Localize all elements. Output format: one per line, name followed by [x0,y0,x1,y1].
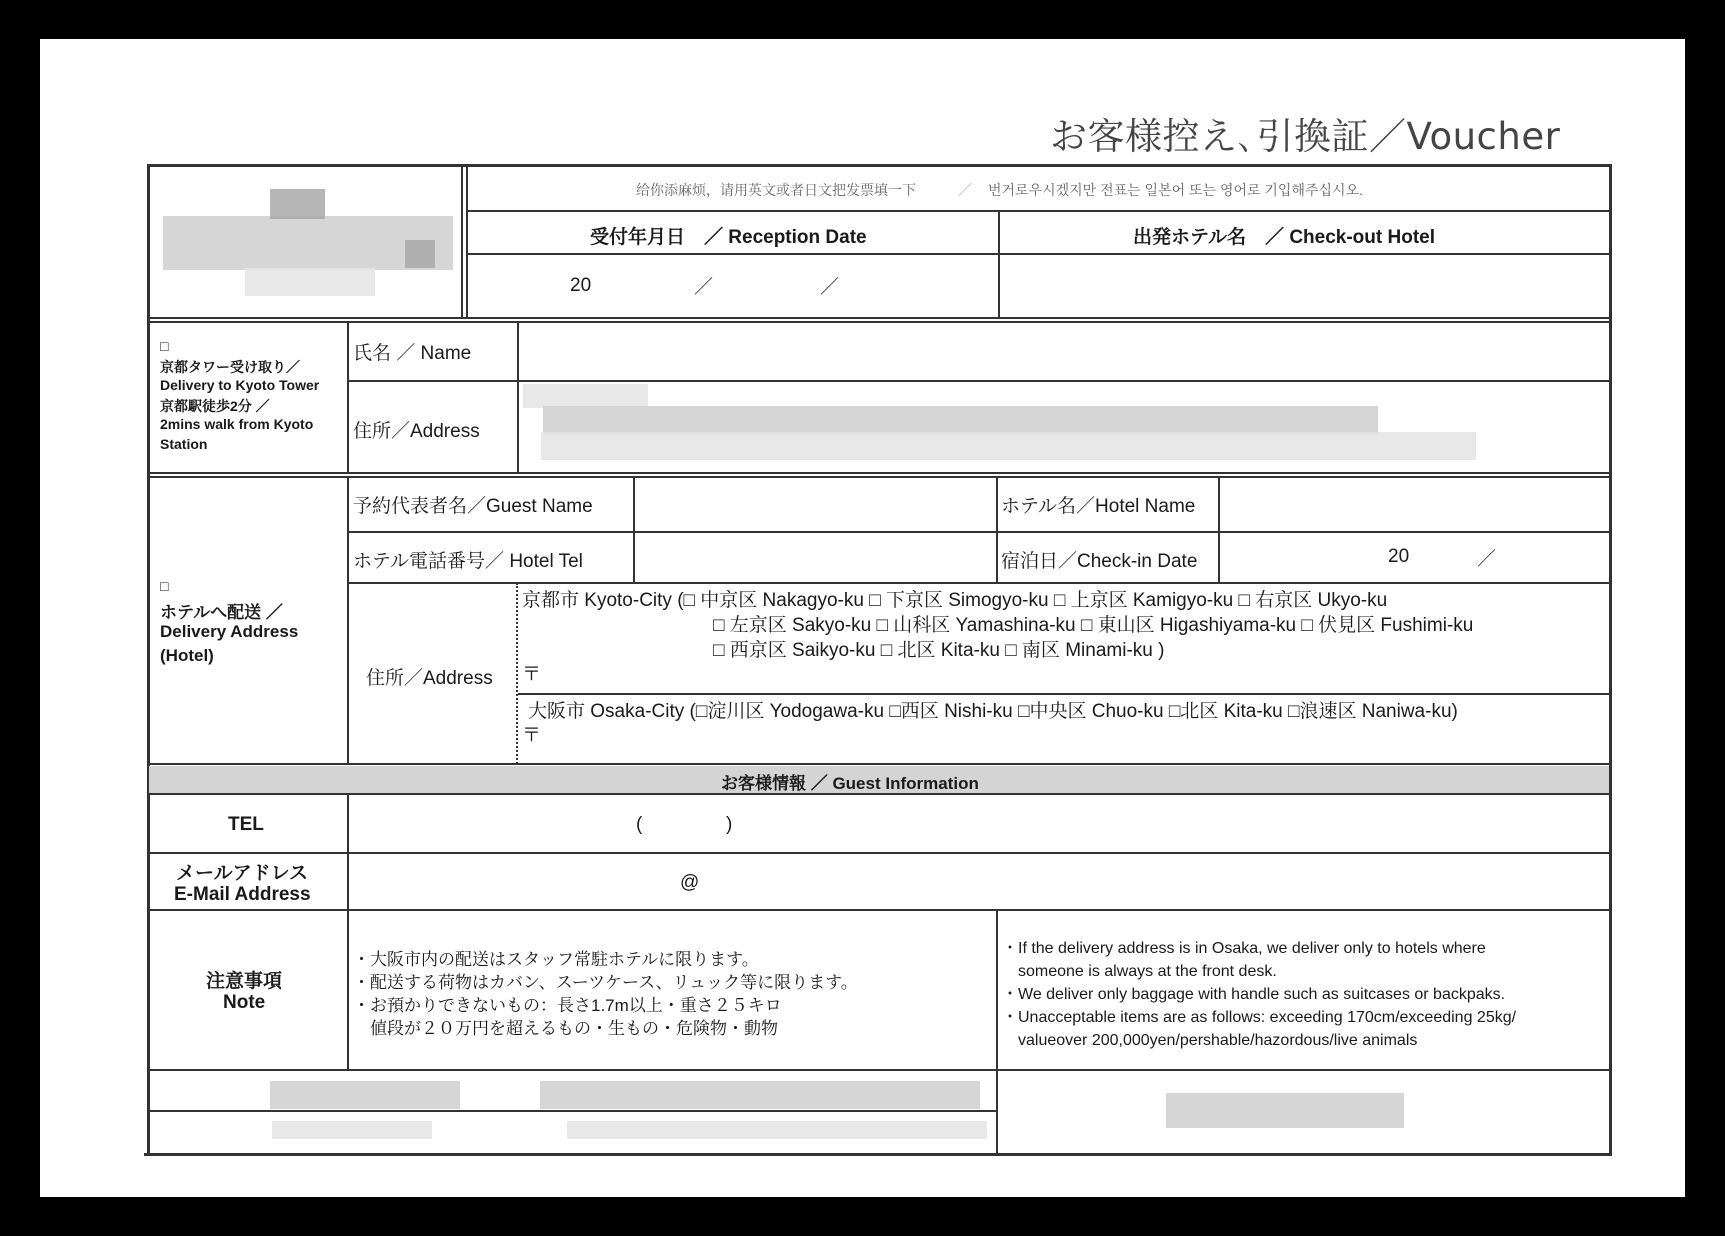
email-field[interactable] [351,855,1605,907]
email-at-sign: @ [680,872,700,893]
kyoto-tower-line1: 京都タワー受け取り／ [160,359,300,375]
note-jp-2: ・配送する荷物はカバン、スーツケース、リュック等に限ります。 [353,973,858,992]
address-col-divider [516,583,518,764]
kyoto-col-divider [347,321,349,474]
hotel-row-line-1 [349,531,1609,533]
blurred-address [523,384,648,408]
note-jp-3: ・お預かりできないもの：長さ1.7m以上・重さ２５キロ [353,996,782,1015]
note-en-3: ・We deliver only baggage with handle such as suitcases or backpaks. [1002,986,1506,1003]
guest-name-field[interactable] [637,479,992,529]
kyoto-tower-line4: 2mins walk from Kyoto [160,416,314,432]
kyoto-checkbox[interactable]: □ [160,338,169,354]
reception-date-sep-2: ／ [820,277,840,298]
kyoto-city-line2[interactable]: □ 左京区 Sakyo-ku □ 山科区 Yamashina-ku □ 東山区 Higashiyama-ku □ 伏見区 Fushimi-ku [713,615,1474,636]
hotel-col-divider-4 [1218,476,1220,583]
blurred-footer [272,1121,432,1139]
kyoto-tower-line5: Station [160,436,208,452]
chinese-note: 给你添麻烦，请用英文或者日文把发票填一下 [636,182,916,198]
note-en-1: ・If the delivery address is in Osaka, we deliver only to hotels where [1002,940,1486,957]
guest-info-title: お客様情報 ／ Guest Information [721,774,979,793]
checkin-date-sep: ／ [1477,549,1497,570]
hotel-delivery-line3: (Hotel) [160,646,214,665]
kyoto-tower-line3: 京都駅徒歩2分 ／ [160,398,270,414]
hotel-checkbox[interactable]: □ [160,578,169,594]
email-label-en: E-Mail Address [174,884,311,905]
blurred-footer [567,1121,987,1139]
email-label-jp: メールアドレス [176,863,309,884]
hotel-delivery-line2: Delivery Address [160,622,299,641]
checkin-year-prefix: 20 [1388,546,1410,567]
notes-label-jp: 注意事項 [206,971,283,992]
reception-date-label: 受付年月日 ／ Reception Date [590,227,867,248]
header-col-divider [998,211,1000,317]
form-border-bottom [144,1153,1612,1156]
notes-col-divider [996,910,998,1153]
osaka-city-line[interactable]: 大阪市 Osaka-City (□淀川区 Yodogawa-ku □西区 Nishi-ku □中央区 Chuo-ku □北区 Kita-ku □浪速区 Naniwa-ku) [528,701,1458,722]
kyoto-city-line1[interactable]: 京都市 Kyoto-City (□ 中京区 Nakagyo-ku □ 下京区 Simogyo-ku □ 上京区 Kamigyo-ku □ 右京区 Ukyo-ku [522,590,1388,611]
tel-paren-close: ) [726,814,733,835]
blurred-footer [540,1081,980,1109]
reception-date-sep-1: ／ [694,277,714,298]
blurred-address [543,406,1378,434]
note-en-2: someone is always at the front desk. [1002,963,1277,980]
kyoto-col-divider-2 [517,321,519,474]
osaka-postal-mark: 〒 [522,725,542,746]
hotel-name-label: ホテル名／Hotel Name [1001,496,1196,517]
tel-row-line [149,852,1609,854]
blurred-logo-part [270,189,325,219]
hotel-col-divider-3 [996,476,998,583]
hotel-delivery-line1: ホテルへ配送 ／ [160,603,283,622]
voucher-title: お客様控え､引換証／Voucher [1050,115,1561,158]
hotel-name-field[interactable] [1222,479,1605,529]
address-split-line [518,693,1609,695]
kyoto-bottom-line-2 [149,476,1609,478]
hotel-tel-label: ホテル電話番号／ Hotel Tel [353,551,583,572]
name-row-line [349,380,1609,382]
reception-date-field[interactable] [560,258,990,314]
note-jp-4: 値段が２０万円を超えるもの・生もの・危険物・動物 [353,1019,778,1038]
logo-divider [461,166,463,318]
header-bottom-line [149,317,1609,319]
blurred-footer [1166,1093,1404,1128]
note-jp-1: ・大阪市内の配送はスタッフ常駐ホテルに限ります。 [353,950,759,969]
kyoto-postal-mark: 〒 [522,664,542,685]
hotel-tel-field[interactable] [637,534,992,580]
note-en-4: ・Unacceptable items are as follows: exceeding 170cm/exceeding 25kg/ [1002,1009,1517,1026]
blurred-address [541,432,1476,460]
blurred-logo-part [245,268,375,296]
name-label: 氏名 ／ Name [353,343,472,364]
footer-split-line [149,1110,997,1112]
tel-field[interactable] [351,797,1605,849]
header-line-1 [466,210,1609,212]
guest-name-label: 予約代表者名／Guest Name [353,496,593,517]
guest-info-bar-bottom [149,793,1609,795]
address-label: 住所／Address [353,421,480,442]
checkin-date-label: 宿泊日／Check-in Date [1001,551,1198,572]
form-border-top [147,164,1612,167]
korean-note: 번거로우시겠지만 전표는 일본어 또는 영어로 기입해주십시오. [988,182,1363,198]
note-separator: ／ [958,182,972,198]
header-line-2 [466,253,1609,255]
reception-date-year-prefix: 20 [570,275,592,296]
guest-col-divider [347,795,349,1070]
form-border-right [1609,164,1612,1155]
notes-label-en: Note [223,992,266,1013]
kyoto-bottom-line [149,472,1609,474]
checkin-date-field[interactable] [1222,534,1605,580]
kyoto-city-line3[interactable]: □ 西京区 Saikyo-ku □ 北区 Kita-ku □ 南区 Minami-ku ) [713,640,1165,661]
logo-divider-2 [466,166,468,318]
header-bottom-line-2 [149,321,1609,323]
checkout-hotel-field[interactable] [1003,258,1603,314]
blurred-logo-part [405,240,435,268]
blurred-footer [270,1081,460,1109]
hotel-row-line-2 [349,582,1609,584]
tel-paren-open: ( [636,814,643,835]
tel-label: TEL [228,814,264,835]
hotel-bottom-line [149,763,1609,765]
name-field[interactable] [521,324,1605,378]
notes-bottom-line [149,1069,1609,1071]
checkout-hotel-label: 出発ホテル名 ／ Check-out Hotel [1133,227,1436,248]
hotel-col-divider-2 [633,476,635,583]
hotel-address-label: 住所／Address [366,668,493,689]
note-en-5: valueover 200,000yen/pershable/hazordous/live animals [1002,1032,1418,1049]
kyoto-tower-line2: Delivery to Kyoto Tower [160,377,320,393]
hotel-col-divider [347,476,349,764]
form-border-left [147,164,150,1155]
email-row-line [149,909,1609,911]
